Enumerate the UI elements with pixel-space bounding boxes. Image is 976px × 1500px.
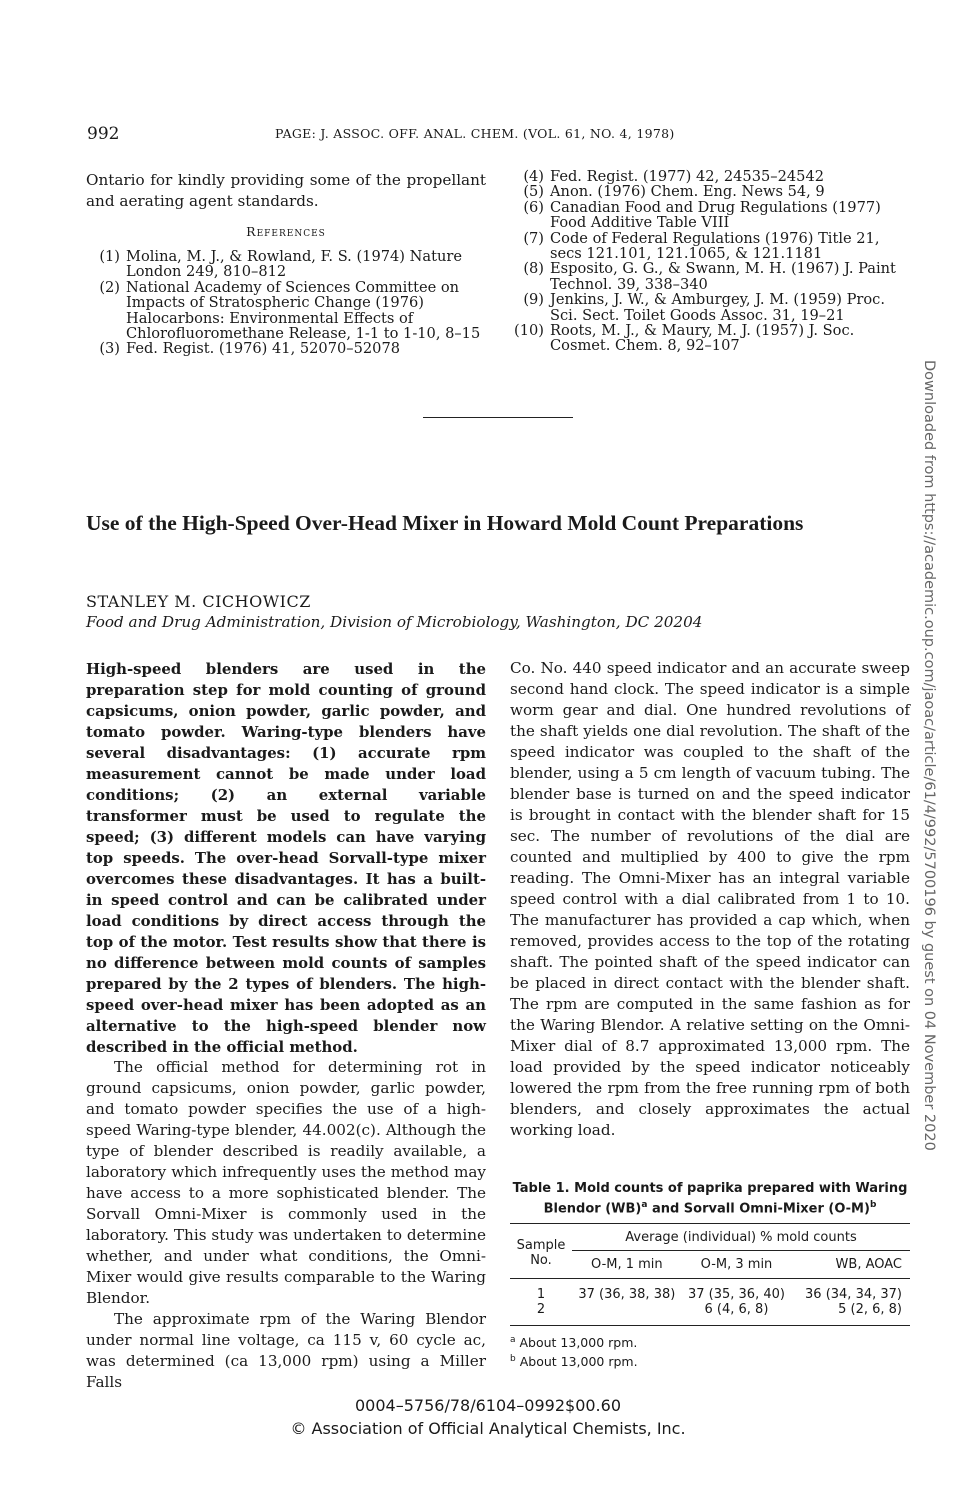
reference-item: (2) National Academy of Sciences Committee on Impacts of Stratospheric Change (1976) Halocarbons: Environmental Effects of Chlorofluoromethane Release, 1-1 to 1-10, 8–15	[99, 278, 481, 343]
body-paragraph: The official method for determining rot in ground capsicums, onion powder, garlic powder, and tomato powder specifies the use of a high-speed Waring-type blender, 44.002(c). Although the type of blender described is readily available, a laboratory which infrequently uses the method may have access to a more sophisticated blender. The Sorvall Omni-Mixer is commonly used in the laboratory. This study was undertaken to determine whether, and under what conditions, the Omni-Mixer would give results comparable to the Waring Blendor.	[86, 1058, 486, 1307]
footnote: $^a$ About 13,000 rpm.	[510, 1335, 638, 1351]
table-cell: 37 (35, 36, 40)	[687, 1287, 785, 1303]
data-table	[510, 1223, 910, 1326]
table-caption: Table 1. Mold counts of paprika prepared with Waring Blendor (WB)$^a$ and Sorvall Omni-Mixer $(O-M)^b$	[512, 1181, 908, 1217]
section-divider	[423, 417, 573, 418]
references-list-right	[510, 169, 910, 354]
column-header: O-M, 3 min	[700, 1257, 773, 1273]
table-cell: 6 (4, 6, 8)	[704, 1302, 769, 1318]
table-cell: 37 (36, 38, 38)	[578, 1287, 676, 1303]
column-header: O-M, 1 min	[590, 1257, 663, 1273]
table-1	[510, 1180, 910, 1371]
sample-number: 1	[536, 1287, 546, 1303]
footnote: $^b$ About 13,000 rpm.	[510, 1354, 638, 1370]
abstract: High-speed blenders are used in the preparation step for mold counting of ground capsicums, onion powder, garlic powder, and tomato powder. Waring-type blenders have several disadvantages: (1) accurate rpm measurement cannot be made under load conditions; (2) an external variable transformer must be used to regulate the speed; (3) different models can have varying top speeds. The over-head Sorvall-type mixer overcomes these disadvantages. It has a built-in speed control and can be calibrated under load conditions by direct access through the top of the motor. Test results show that there is no difference between mold counts of samples prepared by the 2 types of blenders. The high-speed over-head mixer has been adopted as an alternative to the high-speed blender now described in the official method.	[86, 660, 486, 1056]
reference-item: (8) Esposito, G. G., & Swann, M. H. (1967) J. Paint Technol. 39, 338–340	[523, 260, 896, 293]
article-title: Use of the High-Speed Over-Head Mixer in Howard Mold Count Preparations	[86, 511, 804, 535]
table-footnotes	[510, 1332, 910, 1370]
references-heading: References	[246, 224, 326, 239]
table-cell: 36 (34, 34, 37)	[805, 1287, 902, 1303]
reference-item: (3) Fed. Regist. (1976) 41, 52070–52078	[99, 340, 401, 358]
article-code: 0004–5756/78/6104–0992$00.60	[355, 1396, 621, 1415]
body-left-column	[86, 1057, 486, 1393]
page-number: 992	[87, 124, 120, 144]
article-author: STANLEY M. CICHOWICZ	[86, 592, 311, 611]
reference-item: (5) Anon. (1976) Chem. Eng. News 54, 9	[523, 183, 825, 201]
running-head: PAGE: J. ASSOC. OFF. ANAL. CHEM. (VOL. 61, NO. 4, 1978)	[275, 126, 675, 141]
table-cell	[572, 1302, 682, 1326]
body-right-column: Co. No. 440 speed indicator and an accurate sweep second hand clock. The speed indicator is a simple worm gear and dial. One hundred revolutions of the shaft yields one dial revolution. The shaft of the speed indicator was coupled to the shaft of the blender, using a 5 cm length of vacuum tubing. The blender base is turned on and the speed indicator is brought in contact with the blender shaft for 15 sec. The number of revolutions of the dial are counted and multiplied by 400 to give the rpm reading. The Omni-Mixer has an integral variable speed control with a dial calibrated from 1 to 10. The manufacturer has provided a cap which, when removed, provides access to the top of the rotating shaft. The pointed shaft of the speed indicator can be placed in direct contact with the blender shaft. The rpm are computed in the same fashion as for the Waring Blendor. A relative setting on the Omni-Mixer dial of 8.7 approximated 13,000 rpm. The load provided by the speed indicator noticeably lowered the rpm from the free running rpm of both blenders, and closely approximates the actual working load.	[510, 659, 910, 1139]
reference-item: (7) Code of Federal Regulations (1976) Title 21, secs 121.101, 121.1065, & 121.1181	[523, 229, 880, 263]
table-cell: 5 (2, 6, 8)	[838, 1302, 902, 1318]
group-header: Average (individual) % mold counts	[572, 1224, 910, 1251]
column-header: WB, AOAC	[835, 1257, 902, 1273]
reference-item: (6) Canadian Food and Drug Regulations (1977) Food Additive Table VIII	[523, 198, 881, 232]
acknowledgment-text: Ontario for kindly providing some of the propellant and aerating agent standards.	[86, 171, 486, 210]
reference-item: (10) Roots, M. J., & Maury, M. J. (1957) J. Soc. Cosmet. Chem. 8, 92–107	[514, 322, 855, 355]
reference-item: (4) Fed. Regist. (1977) 42, 24535–24542	[523, 168, 825, 185]
stub-header: Sample No.	[516, 1238, 566, 1269]
copyright: © Association of Official Analytical Chemists, Inc.	[290, 1419, 686, 1438]
article-affiliation: Food and Drug Administration, Division of Microbiology, Washington, DC 20204	[86, 613, 703, 631]
references-list-left	[86, 249, 486, 357]
reference-item: (1) Molina, M. J., & Rowland, F. S. (1974) Nature London 249, 810–812	[99, 248, 462, 281]
download-watermark: Downloaded from https://academic.oup.com/jaoac/article/61/4/992/5700196 by guest on 04 November 2020	[921, 360, 937, 1151]
body-paragraph: The approximate rpm of the Waring Blendor under normal line voltage, ca 115 v, 60 cycle ac, was determined (ca 13,000 rpm) using a Miller Falls	[86, 1310, 486, 1391]
reference-item: (9) Jenkins, J. W., & Amburgey, J. M. (1959) Proc. Sci. Sect. Toilet Goods Assoc. 31, 19–21	[523, 291, 885, 324]
sample-number: 2	[536, 1302, 546, 1318]
prev-article-left-column	[86, 170, 486, 357]
